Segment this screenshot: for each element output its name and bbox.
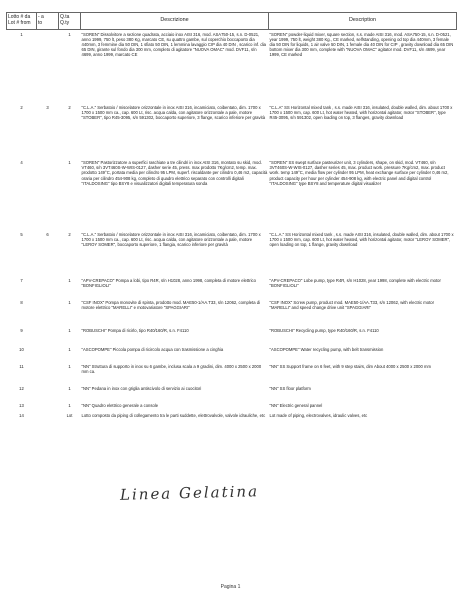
cell-description: Lot made of piping, electrovalves, idraulic valves, etc [269,413,368,418]
table-row [7,346,457,363]
table-header-row [7,13,457,30]
cell-to [37,30,59,104]
cell-to [37,412,59,428]
header-qty [59,13,81,30]
cell-qty: 1 [68,300,71,305]
cell-descrizione: Lotto composto da piping di collegamento tra le parti suddette, elettrovalvole, valvole idrauliche, etc [81,413,266,418]
cell-qty: 1 [68,328,71,333]
cell-description: "SOREN" powder-liquid mixer, square section, s.s. made AISI 316, mod. ASA750-15, s.n. D-0521, year 1999, 750 lt, weight 380 Kg., CE marked, selfstanding, opening od top dia 440mm, 3 female dia 50 DIN for liquids, 1 air valve 50 DIN, 1 female dia 40 DIN for CIP , gravity download dia 65 DIN bottom mixer dia 300 mm, complete with "NUOVA OMAC" agitator mod. DVF11, s/n 4699, year 1999, CE marked [269,31,454,58]
page-number: Pagina 1 [220,584,241,590]
cell-to [37,277,59,299]
cell-to [37,402,59,412]
header-qty-label: Q.ta Q.ty [60,14,70,26]
cell-lot-from: 14 [19,413,24,418]
cell-lot-from: 1 [20,31,23,37]
cell-descrizione: "CSF INOX" Pompa monovite di spinta, prodotto mod. MAE50-1/AA.T33, s/n 12062, completa di motore elettrico "MARELLI" e motovariatore "SPAGGIARI" [81,300,260,311]
header-lot-from-label: Lotto # da Lot # from [8,14,31,26]
header-description-label: Description [349,17,376,24]
cell-to [37,327,59,346]
table-row [7,30,457,104]
cell-descrizione: "SOREN" Pastorizzatore a superfici raschiate a tre cilindri in inox AISI 316, montato su skid, mod. VT460, s/n 3VT460S-W-WIS-0127, dasher serie 45, press. max prodotto 7Kg/cm2, temp. max. prodotto 149°C, portata media per cilindro 95 LPM, superf. riscaldante per cilindro 0,46 m2, capacità oraria per cilindro 454-908 kg, completo di quadro elettrico separato con controlli digitali "ITALDOSING" tipo BSY8 e visualizzatori digitali temperatura sonda [81,160,268,186]
cell-lot-from: 5 [20,232,23,237]
cell-description: "C.L.A." SS Horizontal mixed tank , s.s. made AISI 316, insulated, double walled, dim. about 1700 x 1700 x 1500 mm, cap. 600 Lt, hot water heated, with horizontal agitator, motor "LEROY SOMER", open loading on top, 1 flange, gravity download [269,232,454,248]
cell-qty: 1 [68,386,71,391]
handwritten-signature: Linea Gelatina [119,482,260,504]
cell-to [37,159,59,231]
cell-description: "ROBUSCHI" Recycling pump, type R40/160/R, s.n. F4110 [269,328,379,333]
cell-descrizione: "APV-CREPACO" Pompa a lobi, tipo R4R, s/n H1028, anno 1998, completa di motore elettrico "BONFIGLIOLI" [81,278,256,289]
cell-description: "NN" Electric general pannel [269,403,323,408]
table-row [7,412,457,428]
cell-descrizione: "ROBUSCHI" Pompa di ricirlo, tipo R40/160/R, s.n. F4110 [81,328,189,333]
cell-description: "SOREN" SS swept surface pasteurizer unit, 3 cylinders, shape, on skid, mod. VT460, s/n 3VT460S-W-WIS-0127, dasher series 45, max. product work. pressure 7Kg/cm2, max. product work. temp 149°C, media flow per cylinder 95 LPM, heat exchange surface per cylinder 0,46 m2, product capacity per hour per cylinder 454-908 kg, with electric panel and digital control "ITALDOSING" type BSY8 and temperature digital visualizer [269,160,449,186]
cell-descrizione: "C.L.A." Serbatoio / miscelatore orizzontale in inox AISI 316, incamiciato, coibentato, dim. 1700 x 1700 x 1500 mm ca., cap. 600 Lt, risc. acqua calda, con agitatore orizzontale a pale, motore "LEROY SOMER", boccaporto superiore, 1 flangia, scarico inferiore per gravità [81,232,261,248]
cell-qty: 2 [68,232,71,237]
lot-table [6,12,457,428]
cell-qty: 1 [68,403,71,408]
cell-descrizione: "NN" Struttura di supporto in inox su 6 gambe, inclusa scala a 9 gradini, dim. 4000 x 2500 x 2000 mm ca. [81,364,262,375]
header-descrizione-label: Descrizione [160,17,189,24]
cell-to [37,346,59,363]
cell-description: "APV-CREPACO" Lobe pump, type R4R, s/n H1028, year 1998, complete with electric motor "BONFIGLIOLI" [269,278,441,289]
cell-qty: 2 [68,105,71,110]
cell-descrizione: "ASCOPOMPE" Piccola pompa di ricircolo acqua con trasmissione a cinghia [81,347,224,352]
cell-lot-from: 10 [19,347,24,352]
cell-lot-from: 9 [20,328,23,333]
cell-qty: 1 [68,31,71,37]
cell-qty: 1 [68,347,71,352]
cell-descrizione: "SOREN" Dissolvitore a sezione quadrata, acciaio inox AISI 316, mod. ASA750-15, s.n. D-0521, anno 1999, 750 lt, peso 380 Kg, marcato CE, su quattro gambe, sul coperchio boccaporto dia 440mm, 3 femmine dia 50 DIN, 1 sfiato 50 DIN, 1 lemmina lavaggio CIP dia 40 DIN , scarico inf. dia 65 DIN, girante sul fondo dia 300 mm, completo di agitatore "NUOVA OMAC" mod. DVF11, s/n 4699, anno 1999, marcato CE [81,31,266,58]
cell-qty: Lot [66,413,73,418]
table-row [7,299,457,327]
header-description [269,13,457,30]
table-row [7,231,457,277]
cell-to [37,363,59,385]
cell-to [37,299,59,327]
table-row [7,327,457,346]
cell-description: "NN" SS Support frame on 6 feet, with 9 step stairs, dim About 4000 x 2500 x 2000 mm [269,364,431,369]
cell-lot-from: 4 [20,160,23,165]
header-to [37,13,59,30]
table-row [7,277,457,299]
header-to-label: - a to [38,14,44,26]
cell-description: "ASCOPOMPE" Water recycling pump, with belt transmission [269,347,384,352]
table-row [7,363,457,385]
table-row [7,104,457,159]
cell-to: 3 [46,105,49,110]
cell-to [37,385,59,402]
table-row [7,159,457,231]
cell-qty: 1 [68,364,71,369]
header-descrizione [81,13,269,30]
cell-descrizione: "C.L.A." Serbatoio / miscelatore orizzontale in inox AISI 316, incamiciato, coibentato, dim. 1700 x 1700 x 1500 mm ca., cap. 600 Lt, risc. acqua calda, con agitatore orizzontale a pale, motore "STOBER", tipo R45-3095, s/n 591302, boccaporto superiore, 3 flange, scarico inferiore per gravità [81,105,266,121]
cell-lot-from: 2 [20,105,23,110]
cell-description: "NN" SS floor platform [269,386,311,391]
cell-description: "CSF INOX" Screw pump, product mod. MAE50-1/AA.T33, s/n 12062, with electric motor "MARELLI" and speed change drive unit "SPAGGIARI" [269,300,434,311]
cell-description: "C.L.A" SS Horizontal mixed tank , s.s. made AISI 316, insulated, double walled, dim. about 1700 x 1700 x 1500 mm, cap. 600 Lt, hot water heated, with horizontal agitator, motor "STOBER", type R45-3095, s/n 591302, open loading on top, 3 flanges, gravity download [269,105,453,121]
cell-descrizione: "NN" Quadro elettrico generale a console [81,403,159,408]
cell-qty: 1 [68,278,71,283]
cell-to: 6 [46,232,49,237]
table-row [7,385,457,402]
cell-lot-from: 7 [20,278,23,283]
cell-lot-from: 11 [19,364,24,369]
cell-descrizione: "NN" Pedana in inox con griglia antiscivolo di servizio ai cuocitori [81,386,202,391]
cell-lot-from: 12 [19,386,24,391]
cell-lot-from: 8 [20,300,23,305]
header-lot-from [7,13,37,30]
cell-qty: 1 [68,160,71,165]
cell-lot-from: 13 [19,403,24,408]
table-row [7,402,457,412]
